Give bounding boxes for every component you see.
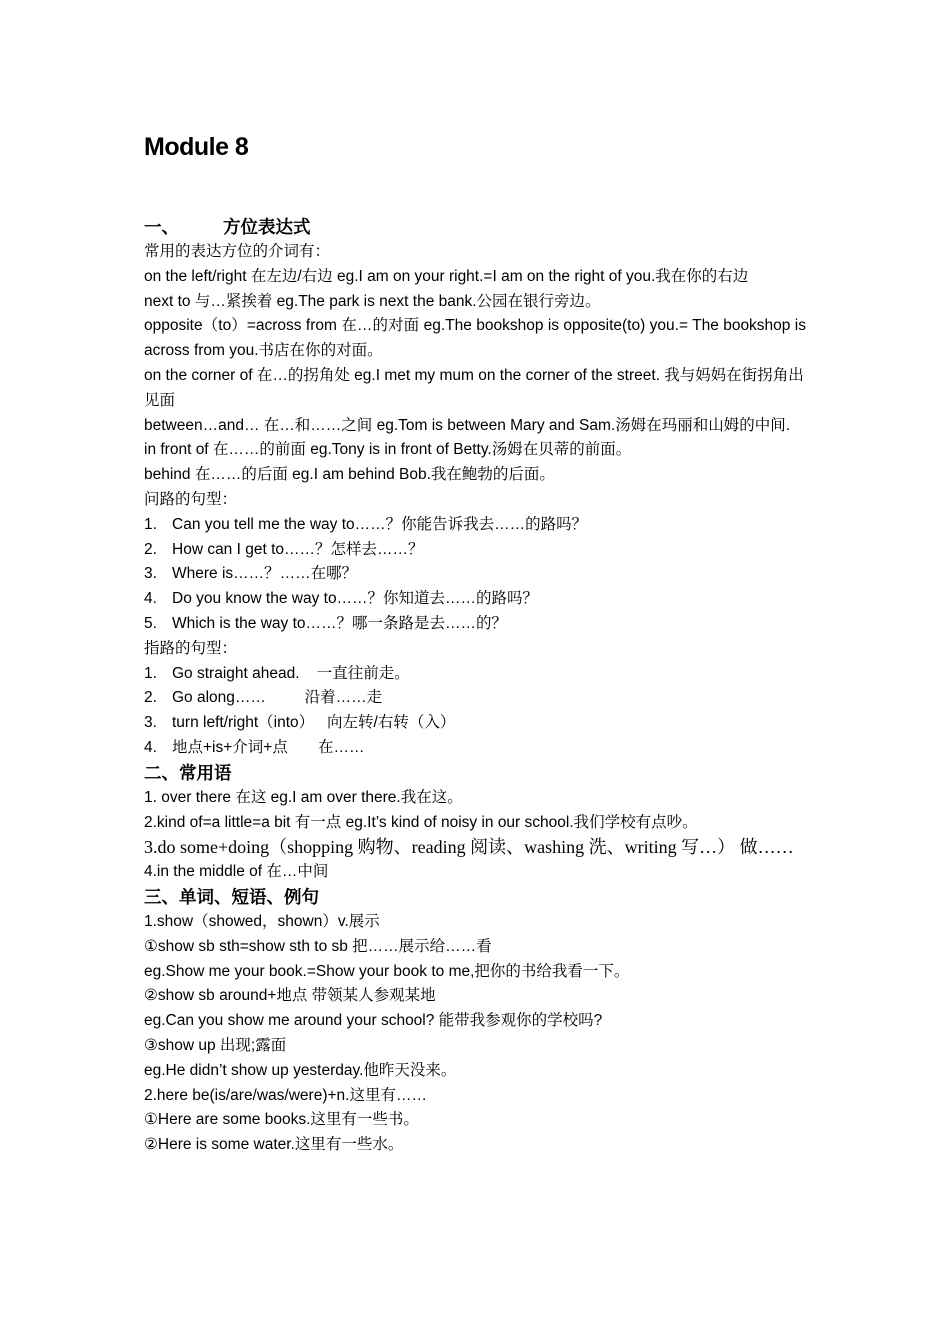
list-item xyxy=(144,538,806,563)
list-item xyxy=(144,513,806,538)
list-text: Go along…… 沿着……走 xyxy=(172,689,383,707)
list-number: 3. xyxy=(144,714,157,732)
paragraph: 2.kind of=a little=a bit 有一点 eg.It’s kind of noisy in our school.我们学校有点吵。 xyxy=(144,813,698,831)
list-item xyxy=(144,562,806,587)
paragraph: ②show sb around+地点 带领某人参观某地 xyxy=(144,987,436,1005)
paragraph: eg.He didn’t show up yesterday.他昨天没来。 xyxy=(144,1061,457,1079)
list-number: 1. xyxy=(144,515,157,533)
list-number: 2. xyxy=(144,689,157,707)
paragraph: 1.show（showed，shown）v.展示 xyxy=(144,912,380,930)
list-item xyxy=(144,736,806,761)
list-item xyxy=(144,587,806,612)
paragraph: eg.Can you show me around your school? 能带我参观你的学校吗? xyxy=(144,1012,603,1030)
paragraph: eg.Show me your book.=Show your book to me,把你的书给我看一下。 xyxy=(144,962,630,980)
section-heading-number: 一、 xyxy=(144,217,179,237)
list-text: Go straight ahead. 一直往前走。 xyxy=(172,664,410,682)
list-number: 1. xyxy=(144,664,157,682)
list-text: Which is the way to……？哪一条路是去……的？ xyxy=(172,614,508,632)
paragraph: behind 在……的后面 eg.I am behind Bob.我在鲍勃的后面。 xyxy=(144,466,555,484)
subsection-title: 问路的句型： xyxy=(144,490,238,508)
list-text: Do you know the way to……？你知道去……的路吗？ xyxy=(172,590,539,608)
paragraph: on the left/right 在左边/右边 eg.I am on your right.=I am on the right of you.我在你的右边 xyxy=(144,267,749,285)
paragraph: 1. over there 在这 eg.I am over there.我在这。 xyxy=(144,788,463,806)
list-number: 2. xyxy=(144,540,157,558)
list-text: Where is……？……在哪？ xyxy=(172,565,358,583)
list-text: Can you tell me the way to……？你能告诉我去……的路吗？ xyxy=(172,515,588,533)
paragraph: in front of 在……的前面 eg.Tony is in front of Betty.汤姆在贝蒂的前面。 xyxy=(144,441,632,459)
list-number: 5. xyxy=(144,614,157,632)
list-item xyxy=(144,711,806,736)
section-heading-3: 三、单词、短语、例句 xyxy=(144,886,319,907)
document-body xyxy=(144,215,806,1158)
paragraph: opposite（to）=across from 在…的对面 eg.The bookshop is opposite(to) you.= The bookshop is across from you.书店在你的对面。 xyxy=(144,317,806,360)
page-title: Module 8 xyxy=(144,133,249,161)
paragraph: 2.here be(is/are/was/were)+n.这里有…… xyxy=(144,1086,427,1104)
paragraph: on the corner of 在…的拐角处 eg.I met my mum on the corner of the street. 我与妈妈在街拐角出见面 xyxy=(144,366,804,409)
list-number: 3. xyxy=(144,565,157,583)
paragraph: ③show up 出现;露面 xyxy=(144,1036,287,1054)
paragraph: 常用的表达方位的介词有： xyxy=(144,243,331,260)
list-text: How can I get to……？怎样去……？ xyxy=(172,540,424,558)
paragraph: between…and… 在…和……之间 eg.Tom is between Mary and Sam.汤姆在玛丽和山姆的中间. xyxy=(144,416,791,434)
list-item xyxy=(144,662,806,687)
subsection-title: 指路的句型： xyxy=(144,639,238,657)
section-heading-text: 方位表达式 xyxy=(223,217,311,237)
list-number: 4. xyxy=(144,738,157,756)
list-text: 地点+is+介词+点 在…… xyxy=(172,738,365,756)
paragraph: ①show sb sth=show sth to sb 把……展示给……看 xyxy=(144,937,492,955)
paragraph: ①Here are some books.这里有一些书。 xyxy=(144,1111,419,1129)
paragraph: 4.in the middle of 在…中间 xyxy=(144,863,329,881)
section-heading-2: 二、常用语 xyxy=(144,762,232,783)
list-item xyxy=(144,686,806,711)
list-text: turn left/right（into） 向左转/右转（入） xyxy=(172,714,456,732)
list-item xyxy=(144,612,806,637)
paragraph: ②Here is some water.这里有一些水。 xyxy=(144,1136,404,1154)
paragraph: 3.do some+doing（shopping 购物、reading 阅读、washing 洗、writing 写…） 做…… xyxy=(144,837,794,858)
list-number: 4. xyxy=(144,590,157,608)
paragraph: next to 与…紧挨着 eg.The park is next the bank.公园在银行旁边。 xyxy=(144,292,601,310)
section-heading-1 xyxy=(144,215,806,240)
